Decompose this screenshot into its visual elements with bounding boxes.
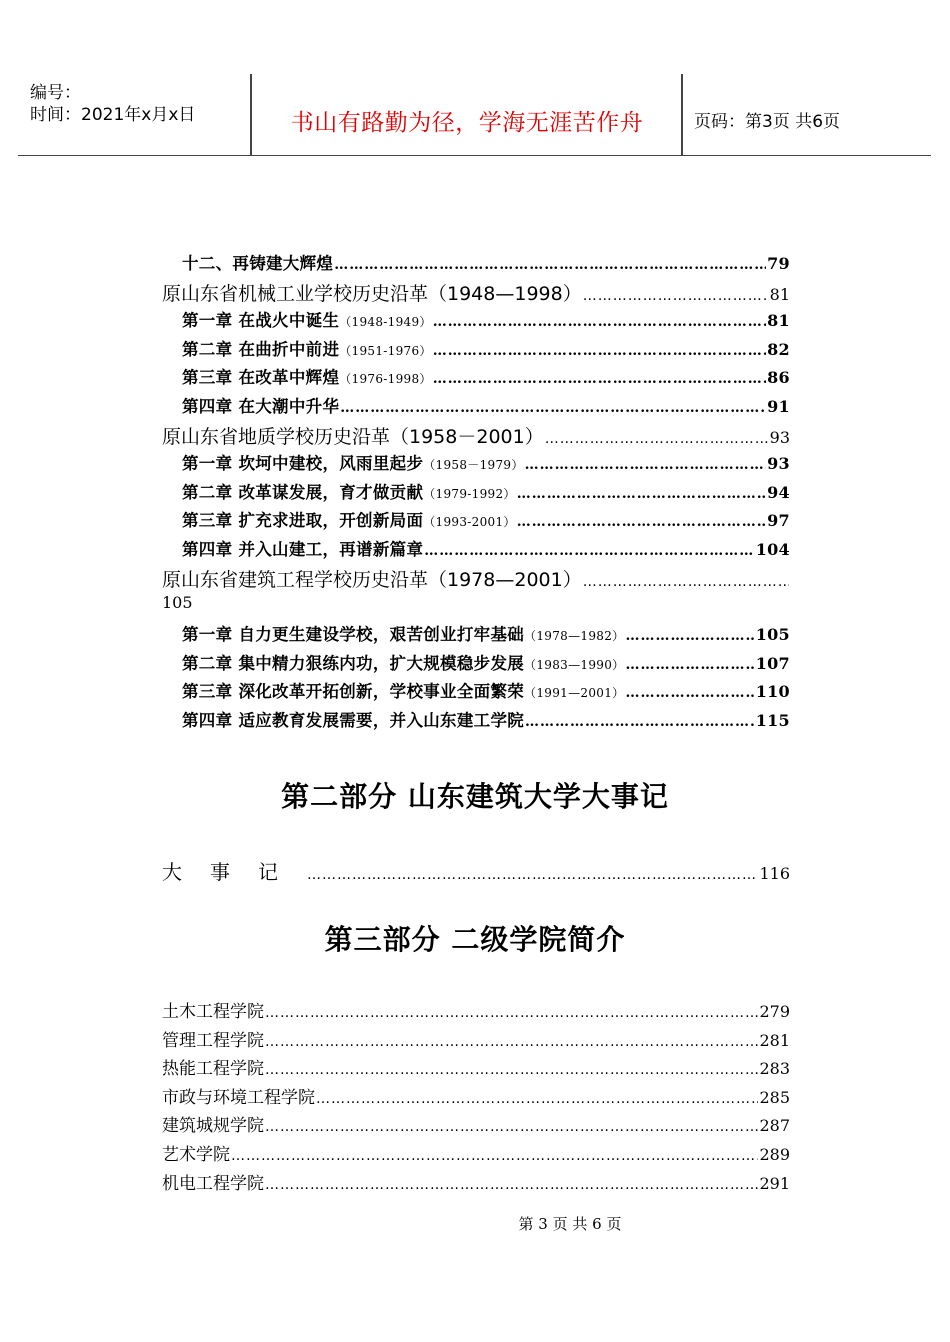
toc-entry-title: 市政与环境工程学院 — [162, 1087, 315, 1108]
toc-entry[interactable] — [162, 336, 790, 365]
toc-leader-dots — [433, 314, 766, 330]
toc-entry-title: 艺术学院 — [162, 1144, 230, 1165]
toc-leader-dots — [307, 867, 758, 883]
toc-leader-dots — [316, 1091, 758, 1107]
page-header — [18, 74, 931, 156]
toc-entry-page: 281 — [759, 1030, 790, 1050]
toc-leader-dots — [625, 628, 754, 644]
toc-entry-years: （1991—2001） — [524, 686, 625, 701]
toc-entry-title: 第一章 在战火中诞生 — [182, 311, 340, 331]
toc-leader-dots — [525, 457, 766, 473]
toc-entry[interactable] — [162, 279, 790, 308]
toc-entry[interactable] — [162, 450, 790, 479]
toc-entry-title: 第二章 在曲折中前进 — [182, 339, 340, 359]
toc-entry[interactable] — [162, 565, 790, 594]
toc-leader-dots — [433, 371, 766, 387]
toc-entry[interactable] — [162, 1026, 790, 1055]
toc-entry[interactable] — [162, 507, 790, 536]
toc-entry-title: 第二章 改革谋发展，育才做贡献 — [182, 482, 424, 502]
page-footer: 第 3 页 共 6 页 — [518, 1215, 622, 1233]
toc-entry-page: 81 — [767, 311, 790, 331]
table-of-contents — [162, 250, 790, 736]
toc-entry-title: 大事记 — [162, 860, 306, 884]
part-heading: 第三部分 二级学院简介 — [324, 923, 626, 956]
toc-entry[interactable] — [162, 393, 790, 422]
toc-entry-page: 79 — [767, 254, 790, 273]
toc-entry-title: 原山东省地质学校历史沿革（1958－2001） — [162, 425, 544, 448]
toc-entry-page: 86 — [767, 368, 790, 388]
toc-entry-page: 285 — [759, 1087, 790, 1107]
header-page-info: 页码：第3页 共6页 — [694, 112, 841, 132]
toc-entry[interactable] — [162, 1169, 790, 1198]
toc-entry[interactable] — [162, 707, 790, 736]
toc-entry-years: （1993-2001） — [423, 515, 516, 530]
toc-entry-page: 287 — [759, 1116, 790, 1136]
toc-leader-dots — [340, 400, 766, 416]
toc-entry-title: 热能工程学院 — [162, 1059, 264, 1080]
toc-entry-title: 第四章 在大潮中升华 — [182, 396, 340, 416]
toc-entry[interactable] — [162, 479, 790, 508]
toc-entry-page: 97 — [767, 511, 790, 531]
toc-leader-dots — [231, 1148, 758, 1164]
toc-entry-page: 93 — [767, 454, 790, 474]
toc-entry-page: 82 — [767, 339, 790, 359]
toc-entry[interactable] — [162, 1140, 790, 1169]
toc-entry-title: 建筑城规学院 — [162, 1116, 264, 1137]
toc-entry[interactable] — [162, 307, 790, 336]
toc-leader-dots — [583, 574, 789, 590]
toc-entry-years: （1948-1949） — [339, 315, 432, 330]
toc-entry-years: （1978—1982） — [524, 629, 625, 644]
toc-entry-years: （1979-1992） — [423, 486, 516, 501]
toc-entry-page: 291 — [759, 1173, 790, 1193]
toc-entry-title: 机电工程学院 — [162, 1173, 264, 1194]
toc-entry-page: 104 — [755, 539, 790, 559]
toc-entry[interactable] — [162, 364, 790, 393]
toc-entry[interactable] — [162, 856, 790, 885]
toc-entry-page: 105 — [162, 593, 193, 613]
toc-entry-title: 第一章 坎坷中建校，风雨里起步 — [182, 454, 424, 474]
toc-leader-dots — [265, 1119, 758, 1135]
toc-entry-page: 107 — [755, 653, 790, 673]
toc-entry-page: 91 — [767, 396, 790, 416]
toc-entry-title: 原山东省机械工业学校历史沿革（1948—1998） — [162, 282, 582, 305]
toc-leader-dots — [625, 685, 754, 701]
toc-entry[interactable] — [162, 1054, 790, 1083]
part3-toc — [162, 997, 790, 1197]
toc-entry-title: 十二、再铸建大辉煌 — [182, 254, 334, 273]
toc-entry-title: 土木工程学院 — [162, 1002, 264, 1022]
toc-entry-title: 第一章 自力更生建设学校，艰苦创业打牢基础 — [182, 625, 525, 645]
toc-entry-page: 283 — [759, 1059, 790, 1079]
toc-entry-page: 105 — [755, 625, 790, 645]
toc-entry-title: 原山东省建筑工程学校历史沿革（1978—2001） — [162, 568, 582, 591]
toc-entry[interactable] — [162, 997, 790, 1026]
toc-entry-page: 110 — [755, 682, 790, 702]
toc-leader-dots — [265, 1177, 758, 1193]
toc-entry-title: 第二章 集中精力狠练内功，扩大规模稳步发展 — [182, 653, 525, 673]
time-label: 时间：2021年x月x日 — [30, 105, 196, 125]
toc-leader-dots — [334, 257, 766, 273]
toc-entry-title: 第三章 在改革中辉煌 — [182, 368, 340, 388]
toc-entry-title: 第四章 并入山建工，再谱新篇章 — [182, 539, 424, 559]
toc-entry-years: （1976-1998） — [339, 372, 432, 387]
toc-entry-title: 第四章 适应教育发展需要，并入山东建工学院 — [182, 710, 525, 730]
toc-leader-dots — [583, 288, 769, 304]
header-divider — [681, 74, 683, 155]
toc-entry-years: （1983—1990） — [524, 657, 625, 672]
toc-leader-dots — [517, 514, 766, 530]
toc-entry-title: 管理工程学院 — [162, 1030, 264, 1051]
part-heading: 第二部分 山东建筑大学大事记 — [281, 780, 669, 813]
toc-entry[interactable] — [162, 422, 790, 451]
toc-leader-dots — [265, 1034, 758, 1050]
toc-entry-title: 第三章 深化改革开拓创新，学校事业全面繁荣 — [182, 682, 525, 702]
number-label: 编号： — [30, 83, 81, 103]
toc-entry-page: 116 — [759, 864, 790, 883]
toc-entry[interactable] — [162, 1111, 790, 1140]
toc-entry[interactable] — [162, 250, 790, 279]
toc-leader-dots — [265, 1005, 758, 1021]
toc-entry-page: 94 — [767, 482, 790, 502]
part2-toc — [162, 856, 790, 885]
toc-entry-title: 第三章 扩充求进取，开创新局面 — [182, 511, 424, 531]
toc-leader-dots — [517, 486, 766, 502]
toc-entry[interactable] — [162, 536, 790, 565]
toc-entry[interactable] — [162, 678, 790, 707]
toc-leader-dots — [545, 431, 769, 447]
toc-entry[interactable] — [162, 621, 790, 650]
toc-entry-page: 93 — [769, 427, 790, 447]
toc-entry[interactable] — [162, 1083, 790, 1112]
header-meta — [30, 82, 195, 126]
toc-leader-dots — [525, 714, 755, 730]
toc-entry[interactable] — [162, 650, 790, 679]
header-motto: 书山有路勤为径，学海无涯苦作舟 — [290, 110, 644, 136]
toc-entry-page: 279 — [759, 1002, 790, 1021]
toc-entry-page: 81 — [769, 284, 790, 304]
toc-entry-page: 289 — [759, 1144, 790, 1164]
toc-leader-dots — [265, 1062, 758, 1078]
toc-entry-years: （1951-1976） — [339, 343, 432, 358]
toc-entry-page: 115 — [755, 710, 790, 730]
toc-entry-years: （1958－1979） — [423, 458, 524, 473]
toc-leader-dots — [424, 543, 754, 559]
toc-leader-dots — [433, 343, 766, 359]
toc-leader-dots — [625, 657, 754, 673]
